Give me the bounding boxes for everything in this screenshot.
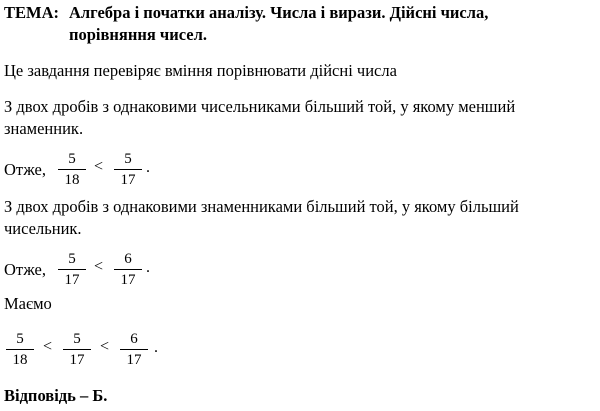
example-2-period: .: [146, 259, 150, 276]
example-1-left-fraction: [58, 150, 86, 189]
rule-1-line-2: знаменник.: [4, 119, 84, 138]
less-than-sign: <: [100, 338, 110, 355]
less-than-sign: <: [94, 258, 104, 275]
fraction-numerator: 6: [114, 250, 142, 270]
fraction-numerator: 5: [6, 330, 34, 350]
example-1-prefix: Отже,: [4, 160, 46, 179]
fraction-denominator: 17: [69, 352, 85, 368]
fraction-denominator: 18: [12, 352, 28, 368]
topic-label: ТЕМА:: [4, 3, 59, 22]
have-label: Маємо: [4, 294, 52, 313]
chain-fraction-a: [6, 330, 34, 369]
less-than-sign: <: [43, 338, 53, 355]
example-2-left-fraction: [58, 250, 86, 289]
fraction-numerator: 5: [58, 150, 86, 170]
less-than-sign: <: [94, 158, 104, 175]
chain-fraction-b: [63, 330, 91, 369]
chain-period: .: [154, 339, 158, 356]
rule-2-line-2: чисельник.: [4, 219, 82, 238]
example-2-right-fraction: [114, 250, 142, 289]
fraction-numerator: 5: [63, 330, 91, 350]
fraction-numerator: 6: [120, 330, 148, 350]
rule-2-line-1: З двох дробів з однаковими знаменниками більший той, у якому більший: [4, 197, 519, 216]
fraction-denominator: 17: [126, 352, 142, 368]
fraction-numerator: 5: [58, 250, 86, 270]
fraction-denominator: 17: [120, 172, 136, 188]
example-1-right-fraction: [114, 150, 142, 189]
rule-1-line-1: З двох дробів з однаковими чисельниками більший той, у якому менший: [4, 97, 516, 116]
fraction-denominator: 17: [64, 272, 80, 288]
fraction-numerator: 5: [114, 150, 142, 170]
topic-title-line-1: Алгебра і початки аналізу. Числа і вирази. Дійсні числа,: [69, 3, 489, 22]
fraction-denominator: 18: [64, 172, 80, 188]
topic-title-line-2: порівняння чисел.: [69, 25, 207, 44]
example-1-period: .: [146, 159, 150, 176]
answer-text: Відповідь – Б.: [4, 386, 108, 405]
intro-text: Це завдання перевіряє вміння порівнювати дійсні числа: [4, 61, 397, 80]
fraction-denominator: 17: [120, 272, 136, 288]
chain-fraction-c: [120, 330, 148, 369]
example-2-prefix: Отже,: [4, 260, 46, 279]
